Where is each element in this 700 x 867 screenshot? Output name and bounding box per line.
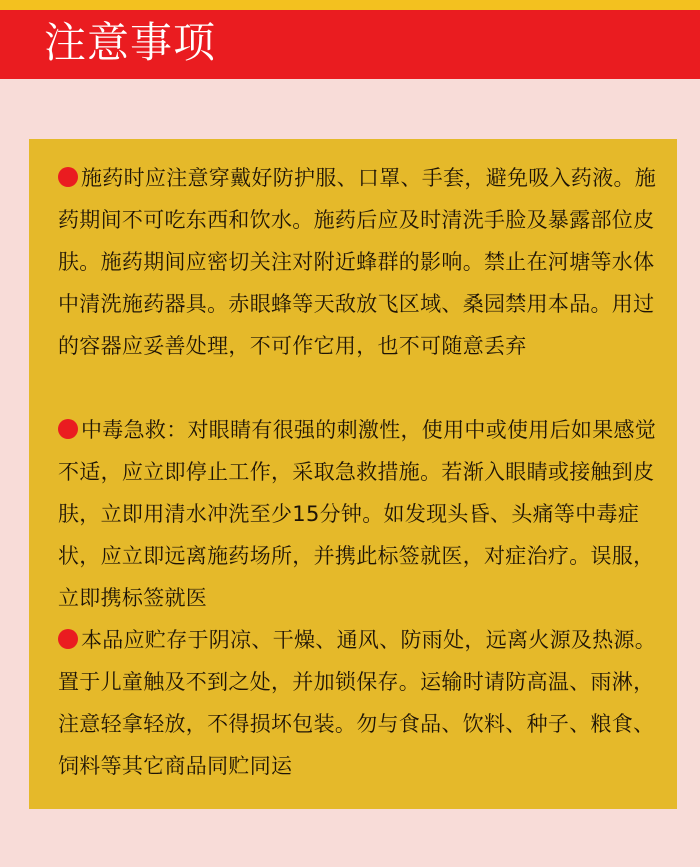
red-dot-bullet-icon — [58, 629, 78, 649]
notice-panel — [29, 139, 677, 809]
red-dot-bullet-icon — [58, 419, 78, 439]
notice-item-first-aid — [58, 409, 670, 619]
header-bar — [0, 10, 700, 79]
notice-item-storage — [58, 619, 670, 787]
page-title: 注意事项 — [44, 18, 217, 67]
notice-text: 中毒急救：对眼睛有很强的刺激性，使用中或使用后如果感觉不适，应立即停止工作，采取急救措施。若渐入眼睛或接触到皮肤，立即用清水冲洗至少15分钟。如发现头昏、头痛等中毒症状，应立即远离施药场所，并携此标签就医，对症治疗。误服，立即携标签就医 — [58, 418, 657, 610]
notice-text: 施药时应注意穿戴好防护服、口罩、手套，避免吸入药液。施药期间不可吃东西和饮水。施药后应及时清洗手脸及暴露部位皮肤。施药期间应密切关注对附近蜂群的影响。禁止在河塘等水体中清洗施药器具。赤眼蜂等天敌放飞区域、桑园禁用本品。用过的容器应妥善处理，不可作它用，也不可随意丢弃 — [58, 166, 657, 358]
notice-item-safety — [58, 157, 670, 367]
notice-text: 本品应贮存于阴凉、干燥、通风、防雨处，远离火源及热源。置于儿童触及不到之处，并加锁保存。运输时请防高温、雨淋，注意轻拿轻放，不得损坏包装。勿与食品、饮料、种子、粮食、饲料等其它商品同贮同运 — [58, 628, 657, 778]
top-yellow-strip — [0, 0, 700, 10]
red-dot-bullet-icon — [58, 167, 78, 187]
